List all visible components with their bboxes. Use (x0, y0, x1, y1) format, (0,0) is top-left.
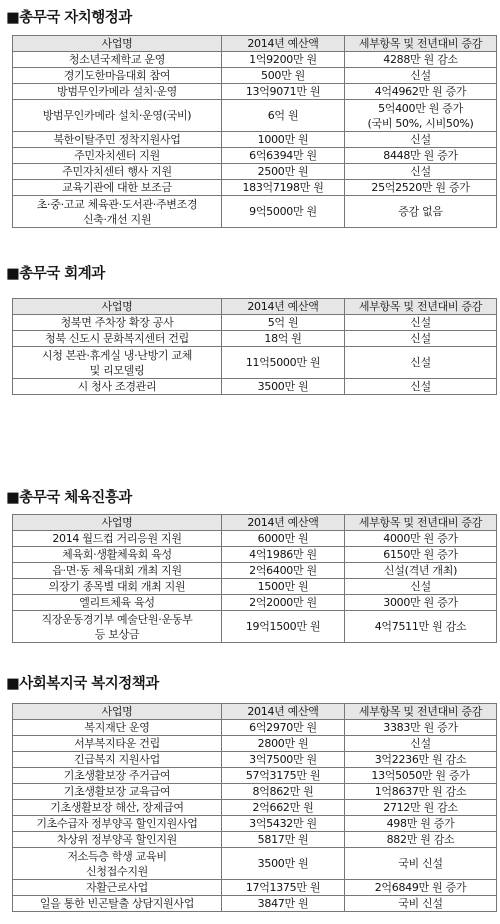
cell-project: 기초생활보장 주거급여 (13, 768, 222, 784)
cell-budget: 6억6394만 원 (222, 148, 345, 164)
cell-project: 자활근로사업 (13, 880, 222, 896)
cell-budget: 18억 원 (222, 331, 345, 347)
cell-budget: 57억3175만 원 (222, 768, 345, 784)
table-row (13, 880, 497, 896)
cell-project: 시 청사 조경관리 (13, 379, 222, 395)
cell-project: 시청 본관·휴게실 냉·난방기 교체 및 리모델링 (13, 347, 222, 379)
cell-budget: 3억5432만 원 (222, 816, 345, 832)
cell-project: 교육기관에 대한 보조금 (13, 180, 222, 196)
table-row (13, 896, 497, 912)
cell-change: 4288만 원 감소 (345, 52, 497, 68)
budget-table (12, 298, 497, 395)
header-change: 세부항목 및 전년대비 증감 (345, 299, 497, 315)
header-change: 세부항목 및 전년대비 증감 (345, 36, 497, 52)
table-row (13, 52, 497, 68)
cell-budget: 8억862만 원 (222, 784, 345, 800)
cell-change: 3383만 원 증가 (345, 720, 497, 736)
cell-budget: 1500만 원 (222, 579, 345, 595)
cell-budget: 2억2000만 원 (222, 595, 345, 611)
table-row (13, 148, 497, 164)
table-row (13, 752, 497, 768)
cell-change: 신설 (345, 579, 497, 595)
cell-project: 기초수급자 정부양곡 할인지원사업 (13, 816, 222, 832)
cell-change: 4억7511만 원 감소 (345, 611, 497, 643)
cell-project: 기초생활보장 교육급여 (13, 784, 222, 800)
cell-change: 신설 (345, 68, 497, 84)
table-row (13, 100, 497, 132)
table-header-row (13, 299, 497, 315)
table-row (13, 132, 497, 148)
cell-project: 체육회·생활체육회 육성 (13, 547, 222, 563)
table-row (13, 196, 497, 228)
table-row (13, 347, 497, 379)
cell-change: 3000만 원 증가 (345, 595, 497, 611)
cell-budget: 5817만 원 (222, 832, 345, 848)
cell-project: 엘리트체육 육성 (13, 595, 222, 611)
table-header-row (13, 515, 497, 531)
cell-change: 국비 신설 (345, 896, 497, 912)
header-project: 사업명 (13, 299, 222, 315)
table-row (13, 800, 497, 816)
table-row (13, 720, 497, 736)
cell-project: 긴급복지 지원사업 (13, 752, 222, 768)
cell-change: 13억5050만 원 증가 (345, 768, 497, 784)
table-row (13, 784, 497, 800)
section-title: ■총무국 체육진흥과 (6, 490, 132, 506)
cell-budget: 2800만 원 (222, 736, 345, 752)
cell-budget: 6억2970만 원 (222, 720, 345, 736)
cell-budget: 2억6400만 원 (222, 563, 345, 579)
table-row (13, 848, 497, 880)
table-row (13, 180, 497, 196)
cell-change: 8448만 원 증가 (345, 148, 497, 164)
cell-change: 신설 (345, 379, 497, 395)
cell-change: 4억4962만 원 증가 (345, 84, 497, 100)
cell-budget: 3500만 원 (222, 379, 345, 395)
header-change: 세부항목 및 전년대비 증감 (345, 515, 497, 531)
cell-project: 방범무인카메라 설치·운영(국비) (13, 100, 222, 132)
cell-budget: 2억662만 원 (222, 800, 345, 816)
header-budget: 2014년 예산액 (222, 515, 345, 531)
cell-budget: 1000만 원 (222, 132, 345, 148)
table-row (13, 832, 497, 848)
cell-budget: 3847만 원 (222, 896, 345, 912)
cell-project: 일을 통한 빈곤탈출 상담지원사업 (13, 896, 222, 912)
cell-budget: 183억7198만 원 (222, 180, 345, 196)
budget-table (12, 703, 497, 912)
cell-budget: 9억5000만 원 (222, 196, 345, 228)
table-row (13, 379, 497, 395)
table-row (13, 595, 497, 611)
cell-change: 신설 (345, 736, 497, 752)
table-row (13, 84, 497, 100)
table-row (13, 547, 497, 563)
cell-change: 5억400만 원 증가 (국비 50%, 시비50%) (345, 100, 497, 132)
cell-change: 국비 신설 (345, 848, 497, 880)
cell-change: 신설 (345, 347, 497, 379)
cell-project: 북한이탈주민 정착지원사업 (13, 132, 222, 148)
section-title: ■총무국 자치행정과 (6, 10, 132, 26)
cell-budget: 13억9071만 원 (222, 84, 345, 100)
cell-project: 주민자치센터 지원 (13, 148, 222, 164)
cell-change: 3억2236만 원 감소 (345, 752, 497, 768)
table-row (13, 736, 497, 752)
cell-project: 청북 신도시 문화복지센터 건립 (13, 331, 222, 347)
header-project: 사업명 (13, 704, 222, 720)
section-title: ■총무국 회계과 (6, 266, 105, 282)
cell-change: 2712만 원 감소 (345, 800, 497, 816)
cell-budget: 1억9200만 원 (222, 52, 345, 68)
cell-project: 차상위 정부양곡 할인지원 (13, 832, 222, 848)
cell-project: 청소년국제학교 운영 (13, 52, 222, 68)
cell-project: 저소득층 학생 교육비 신청접수지원 (13, 848, 222, 880)
table-row (13, 563, 497, 579)
cell-change: 4000만 원 증가 (345, 531, 497, 547)
table-row (13, 816, 497, 832)
cell-budget: 3500만 원 (222, 848, 345, 880)
cell-change: 498만 원 증가 (345, 816, 497, 832)
header-project: 사업명 (13, 515, 222, 531)
cell-project: 직장운동경기부 예술단원·운동부 등 보상금 (13, 611, 222, 643)
cell-change: 25억2520만 원 증가 (345, 180, 497, 196)
cell-project: 읍·면·동 체육대회 개최 지원 (13, 563, 222, 579)
cell-project: 2014 월드컵 거리응원 지원 (13, 531, 222, 547)
table-row (13, 331, 497, 347)
header-budget: 2014년 예산액 (222, 299, 345, 315)
table-row (13, 68, 497, 84)
table-header-row (13, 704, 497, 720)
header-project: 사업명 (13, 36, 222, 52)
cell-budget: 5억 원 (222, 315, 345, 331)
cell-project: 의장기 종목별 대회 개최 지원 (13, 579, 222, 595)
cell-change: 신설 (345, 331, 497, 347)
budget-table (12, 35, 497, 228)
cell-change: 신설(격년 개최) (345, 563, 497, 579)
cell-budget: 6000만 원 (222, 531, 345, 547)
table-row (13, 164, 497, 180)
cell-project: 서부복지타운 건립 (13, 736, 222, 752)
header-budget: 2014년 예산액 (222, 704, 345, 720)
cell-budget: 3억7500만 원 (222, 752, 345, 768)
cell-change: 2억6849만 원 증가 (345, 880, 497, 896)
table-row (13, 768, 497, 784)
cell-change: 신설 (345, 315, 497, 331)
cell-project: 경기도한마음대회 참여 (13, 68, 222, 84)
cell-budget: 4억1986만 원 (222, 547, 345, 563)
cell-change: 신설 (345, 132, 497, 148)
header-change: 세부항목 및 전년대비 증감 (345, 704, 497, 720)
table-row (13, 579, 497, 595)
cell-budget: 11억5000만 원 (222, 347, 345, 379)
cell-change: 882만 원 감소 (345, 832, 497, 848)
cell-change: 신설 (345, 164, 497, 180)
cell-project: 복지재단 운영 (13, 720, 222, 736)
cell-budget: 17억1375만 원 (222, 880, 345, 896)
table-row (13, 531, 497, 547)
cell-project: 초·중·고교 체육관·도서관·주변조경 신축·개선 지원 (13, 196, 222, 228)
cell-project: 기초생활보장 해산, 장제급여 (13, 800, 222, 816)
cell-project: 방범무인카메라 설치·운영 (13, 84, 222, 100)
cell-change: 증감 없음 (345, 196, 497, 228)
table-row (13, 315, 497, 331)
cell-budget: 2500만 원 (222, 164, 345, 180)
table-row (13, 611, 497, 643)
header-budget: 2014년 예산액 (222, 36, 345, 52)
cell-change: 6150만 원 증가 (345, 547, 497, 563)
cell-project: 청북면 주차장 확장 공사 (13, 315, 222, 331)
cell-budget: 6억 원 (222, 100, 345, 132)
budget-table (12, 514, 497, 643)
table-header-row (13, 36, 497, 52)
cell-budget: 500만 원 (222, 68, 345, 84)
cell-project: 주민자치센터 행사 지원 (13, 164, 222, 180)
cell-change: 1억8637만 원 감소 (345, 784, 497, 800)
section-title: ■사회복지국 복지정책과 (6, 676, 159, 692)
cell-budget: 19억1500만 원 (222, 611, 345, 643)
